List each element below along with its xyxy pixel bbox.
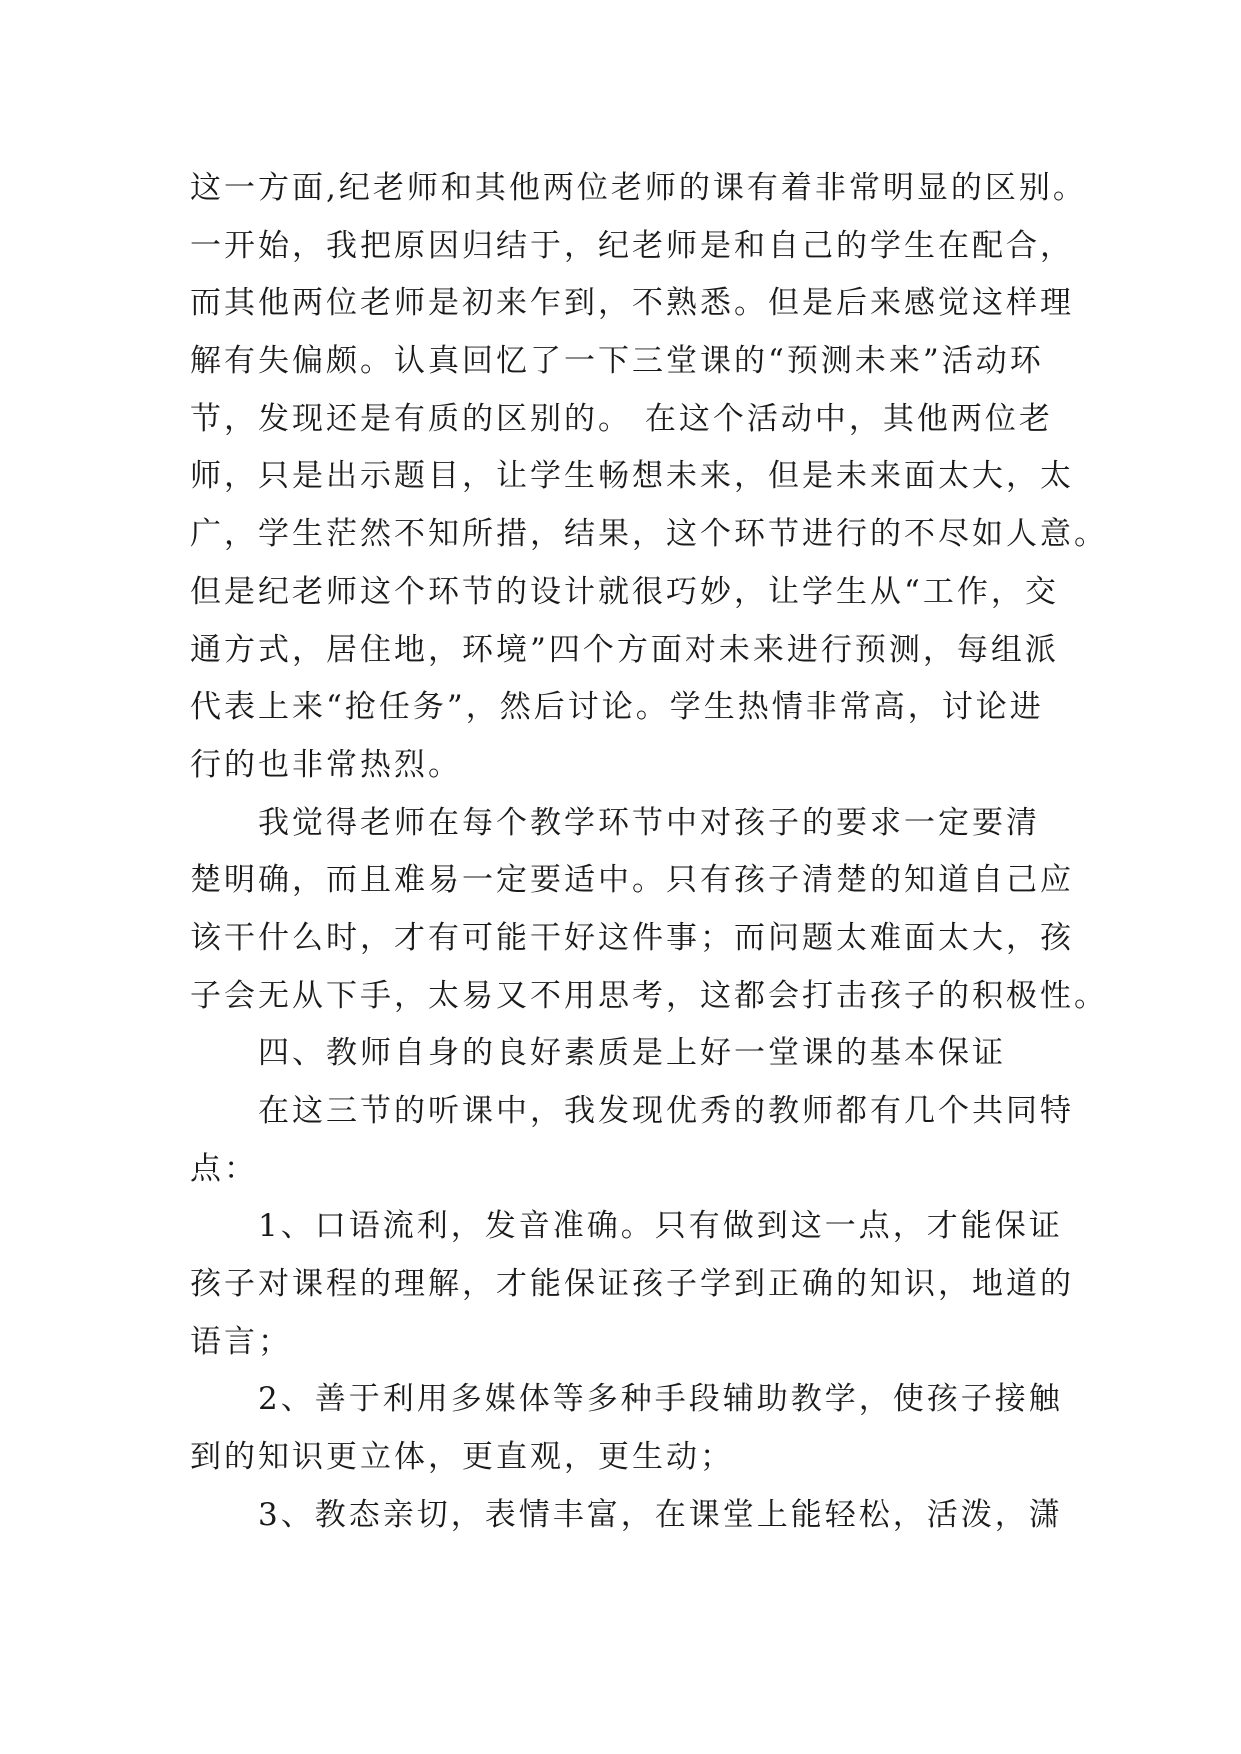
text-line: 孩子对课程的理解，才能保证孩子学到正确的知识，地道的 [190, 1266, 1074, 1303]
text-line: 点： [190, 1150, 258, 1187]
document-body [190, 160, 1108, 1545]
text-line: 解有失偏颇。认真回忆了一下三堂课的“预测未来”活动环 [190, 343, 1044, 380]
text-line: 语言； [190, 1323, 292, 1360]
paragraph-start-line: 在这三节的听课中，我发现优秀的教师都有几个共同特 [258, 1093, 1074, 1129]
paragraph-start-line: 我觉得老师在每个教学环节中对孩子的要求一定要清 [258, 804, 1040, 841]
text-line: 这一方面,纪老师和其他两位老师的课有着非常明显的区别。 [190, 170, 1087, 206]
text-line: 代表上来“抢任务”，然后讨论。学生热情非常高，讨论进 [190, 689, 1044, 726]
text-line: 通方式，居住地，环境”四个方面对未来进行预测，每组派 [190, 631, 1059, 668]
text-line: 子会无从下手，太易又不用思考，这都会打击孩子的积极性。 [190, 977, 1108, 1014]
list-item-start-line: 1、口语流利，发音准确。只有做到这一点，才能保证 [258, 1208, 1063, 1245]
text-line: 节，发现还是有质的区别的。 在这个活动中，其他两位老 [190, 400, 1053, 437]
text-line: 而其他两位老师是初来乍到，不熟悉。但是后来感觉这样理 [190, 285, 1074, 322]
text-line: 到的知识更立体，更直观，更生动； [190, 1439, 734, 1476]
text-line: 一开始，我把原因归结于，纪老师是和自己的学生在配合， [190, 227, 1074, 264]
list-item-start-line: 3、教态亲切，表情丰富，在课堂上能轻松，活泼，潇 [258, 1496, 1063, 1533]
text-line: 广，学生茫然不知所措，结果，这个环节进行的不尽如人意。 [190, 516, 1108, 553]
text-line: 但是纪老师这个环节的设计就很巧妙，让学生从“工作，交 [190, 573, 1059, 610]
text-line: 楚明确，而且难易一定要适中。只有孩子清楚的知道自己应 [190, 862, 1074, 899]
text-line: 师，只是出示题目，让学生畅想未来，但是未来面太大，太 [190, 458, 1074, 495]
list-item-start-line: 2、善于利用多媒体等多种手段辅助教学，使孩子接触 [258, 1381, 1063, 1418]
text-line: 行的也非常热烈。 [190, 746, 462, 783]
section-heading: 四、教师自身的良好素质是上好一堂课的基本保证 [258, 1035, 1006, 1072]
text-line: 该干什么时，才有可能干好这件事；而问题太难面太大，孩 [190, 919, 1074, 956]
